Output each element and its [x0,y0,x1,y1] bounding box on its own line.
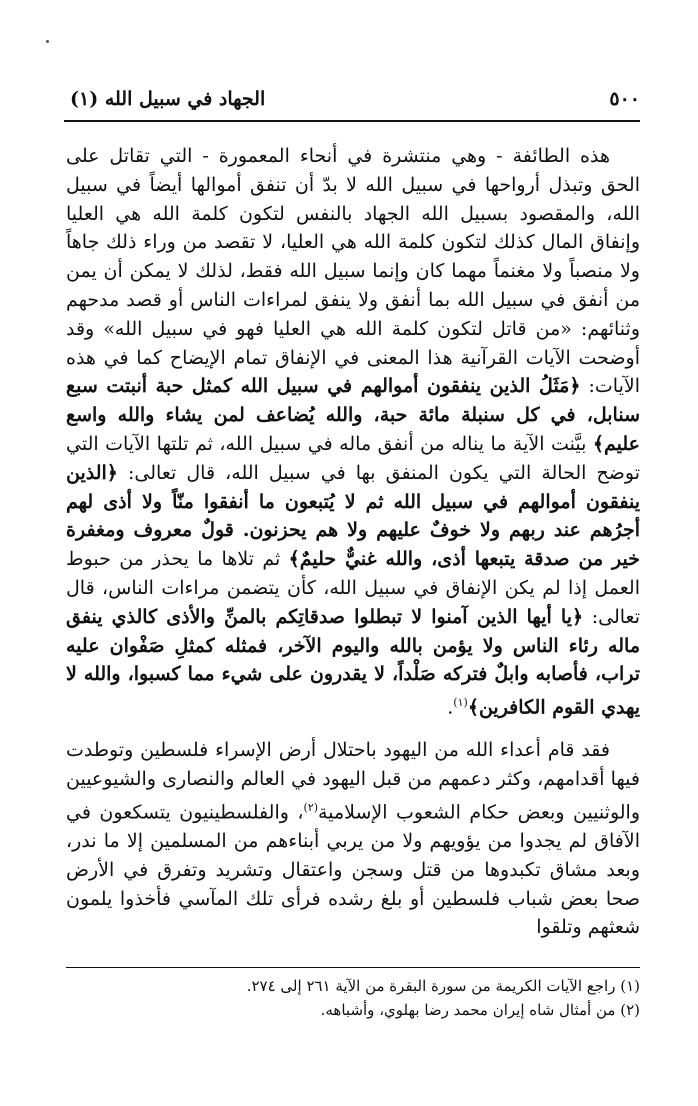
footnote-1: (١) راجع الآيات الكريمة من سورة البقرة من الآية ٢٦١ إلى ٢٧٤. [246,977,640,995]
p2-text-a: فقد قام أعداء الله من اليهود باحتلال أرض الإسراء فلسطين وتوطدت فيها أقدامهم، وكثر دعمهم من قبل اليهود في العالم والنصارى والشيوعيين والوثنيين وبعض حكام الشعوب الإسلامية [66,739,640,824]
quran-verse-3: ﴿يا أيها الذين آمنوا لا تبطلوا صدقاتِكم بالمنِّ والأذى كالذي ينفق ماله رئاء الناس ولا يؤمن بالله واليوم الآخر، فمثله كمثلِ صَفْوان عليه تراب، فأصابه وابلٌ فتركه صَلْداً، لا يقدرون على شيء مما كسبوا، والله لا يهدي القوم الكافرين﴾ [66,605,640,719]
p1-text-c: ثم تلاها ما يحذر من حبوط العمل إذا لم يكن الإنفاق في سبيل الله، كأن يتضمن مراءات الناس، قال تعالى: [66,548,640,628]
footnote-ref-1[interactable]: (١) [453,696,468,710]
page-header [70,82,640,116]
quran-verse-2: ﴿الذين ينفقون أموالهم في سبيل الله ثم لا يُتبعون ما أنفقوا منّاً ولا أذى لهم أجرُهم عند ربهم ولا خوفٌ عليهم ولا هم يحزنون. قولٌ معروف ومغفرة خير من صدقة يتبعها أذى، والله غنيٌّ حليمٌ﴾ [66,461,641,571]
p1-text-b: بيَّنت الآية ما يناله من أنفق ماله في سبيل الله، ثم تلتها الآيات التي توضح الحالة التي يكون المنفق بها في سبيل الله، قال تعالى: [66,432,640,484]
quran-verse-1: ﴿مَثَلُ الذين ينفقون أموالهم في سبيل الله كمثل حبة أنبتت سبع سنابل، في كل سنبلة مائة حبة، والله يُضاعف لمن يشاء والله واسع عليم﴾ [66,375,640,455]
footnote-ref-2[interactable]: (٢) [303,800,319,814]
p1-end: . [447,696,454,719]
page-number: ٥٠٠ [609,88,640,110]
paragraph-1 [66,142,640,722]
stray-ink-dot [46,40,49,43]
p1-text-a: هذه الطائفة - وهي منتشرة في أنحاء المعمورة - التي تقاتل على الحق وتبذل أرواحها في سبيل الله لا بدّ أن تنفق أموالها أيضاً في سبيل الله، والمقصود بسبيل الله الجهاد بالنفس لتكون كلمة الله هي العليا وإنفاق المال كذلك لتكون كلمة الله هي العليا، لا تقصد من وراء ذلك جاهاً ولا منصباً ولا مغنماً مهما كان وإنما سبيل الله فقط، لذلك لا يمكن أن يمن من أنفق في سبيل الله بما أنفق ولا ينفق لمراءات الناس أو قصد مدحهم وثنائهم: «من قاتل لتكون كلمة الله هي العليا فهو في سبيل الله» وقد أوضحت الآيات القرآنية هذا المعنى في الإنفاق تمام الإيضاح كما في هذه الآيات: [66,145,640,398]
p2-text-b: ، والفلسطينيون يتسكعون في الآفاق لم يجدوا من يؤويهم ولا من يربي أبناءهم من المسلمين إلا ما ندر، وبعد مشاق تكبدوها من قتل وسجن واعتقال وتشريد وتفرق في الأرض صحا بعض شباب فلسطين أو بلغ رشده فرأى تلك المآسي فأخذوا يلمون شعثهم وتلقوا [66,801,640,939]
paragraph-2 [66,736,640,942]
footnote-2: (٢) من أمثال شاه إيران محمد رضا بهلوي، وأشباهه. [320,1001,640,1019]
header-rule [64,120,640,122]
footnotes [66,974,640,1022]
footnote-rule [66,967,640,968]
running-title: الجهاد في سبيل الله (١) [70,88,266,110]
main-text [66,142,640,942]
